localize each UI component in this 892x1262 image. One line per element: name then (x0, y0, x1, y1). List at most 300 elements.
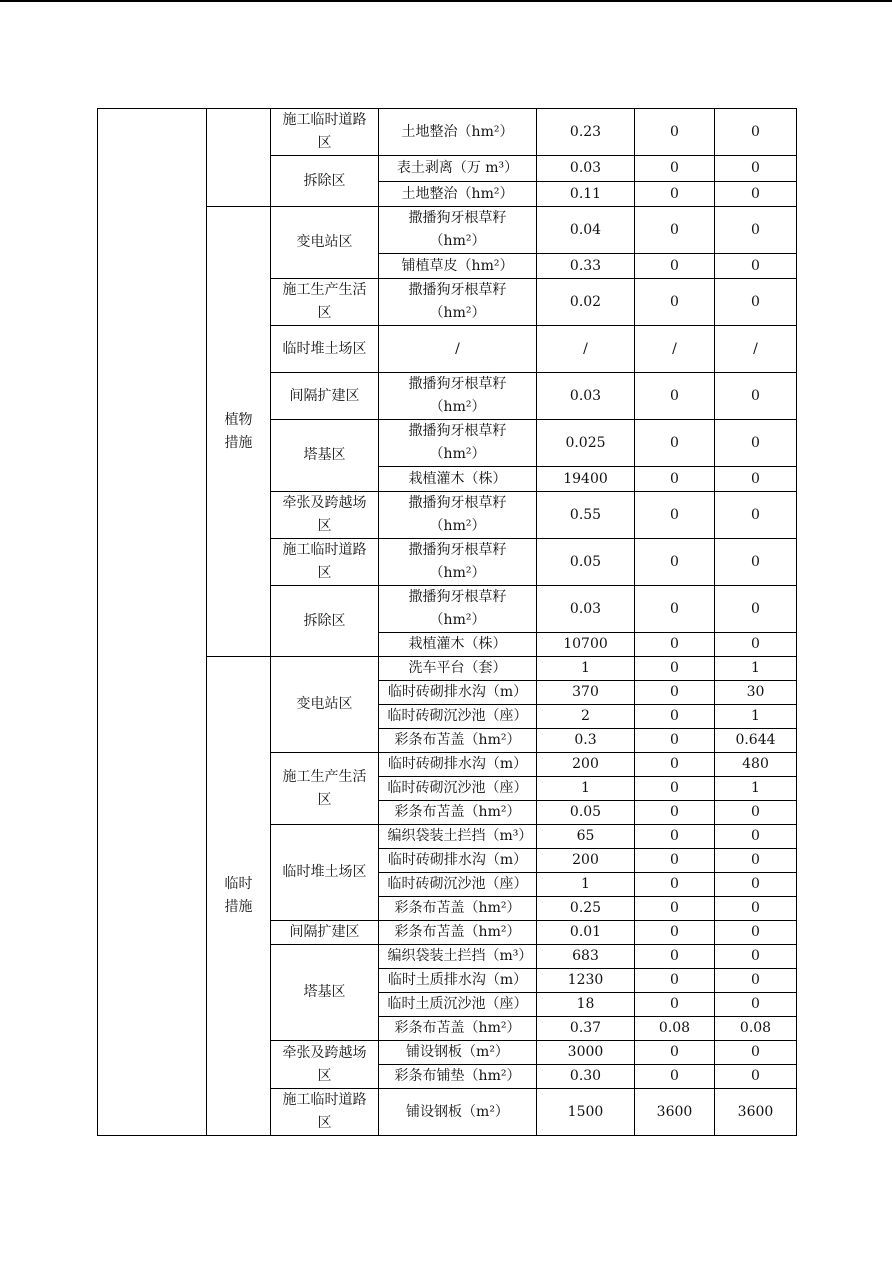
value-col-2-cell (635, 801, 715, 825)
measure-category-cell (207, 109, 271, 207)
quantity-value: 3000 (567, 1044, 604, 1060)
value-col-2-cell (635, 777, 715, 801)
measure-item-cell (379, 373, 537, 420)
measure-item: 铺植草皮（hm²） (401, 257, 514, 274)
quantity-value: 2 (581, 708, 590, 724)
quantity-value-cell (537, 777, 635, 801)
measure-item: 彩条布苫盖（hm²） (394, 900, 521, 916)
value-col-3: 1 (751, 780, 760, 796)
zone-cell (271, 945, 379, 1041)
value-col-2-cell (635, 182, 715, 207)
value-col-2-cell (635, 492, 715, 539)
measure-item: 彩条布苫盖（hm²） (394, 732, 521, 748)
value-col-3: 0 (751, 1044, 760, 1060)
value-col-2: 0.08 (658, 1020, 691, 1036)
zone-name: 施工临时道路区 (282, 112, 367, 151)
value-col-2: 0 (670, 780, 679, 796)
quantity-value-cell (537, 279, 635, 326)
value-col-2-cell (635, 109, 715, 156)
value-col-3: 1 (751, 708, 760, 724)
quantity-value-cell (537, 1017, 635, 1041)
measure-item: 表土剥离（万 m³） (396, 160, 519, 176)
page-top-rule (0, 0, 892, 2)
value-col-3-cell (715, 326, 797, 373)
value-col-2-cell (635, 657, 715, 681)
measure-item-cell (379, 182, 537, 207)
measure-item-cell (379, 1041, 537, 1065)
zone-cell (271, 279, 379, 326)
quantity-value: 0.05 (569, 804, 602, 820)
value-col-2: 0 (670, 257, 679, 274)
zone-cell (271, 921, 379, 945)
value-col-2: 0 (670, 123, 679, 140)
value-col-2-cell (635, 467, 715, 492)
measure-item: 铺设钢板（m²） (406, 1044, 509, 1060)
value-col-2: 0 (670, 506, 679, 523)
value-col-2: 0 (670, 996, 679, 1012)
value-col-3-cell (715, 109, 797, 156)
quantity-value-cell (537, 657, 635, 681)
value-col-2: 0 (670, 470, 679, 487)
zone-name: 塔基区 (303, 447, 346, 463)
measure-item: 撒播狗牙根草籽（hm²） (408, 542, 507, 581)
value-col-3-cell (715, 969, 797, 993)
zone-name: 间隔扩建区 (289, 924, 360, 940)
value-col-3-cell (715, 921, 797, 945)
value-col-3: 480 (742, 756, 769, 772)
value-col-3: 0 (751, 221, 760, 238)
measure-item: 彩条布铺垫（hm²） (394, 1068, 521, 1084)
value-col-3: 0 (751, 506, 760, 523)
measure-item: 临时砖砌沉沙池（座） (387, 708, 528, 724)
value-col-2-cell (635, 681, 715, 705)
quantity-value: 0.25 (569, 900, 602, 916)
value-col-2-cell (635, 849, 715, 873)
quantity-value: 0.03 (569, 387, 602, 404)
zone-name: 间隔扩建区 (289, 387, 360, 404)
measure-item: 撒播狗牙根草籽（hm²） (408, 210, 507, 249)
measure-item-cell (379, 539, 537, 586)
measure-item-cell (379, 1089, 537, 1136)
measure-item: 土地整治（hm²） (401, 123, 514, 140)
quantity-value: 0.025 (565, 434, 606, 451)
measure-item-cell (379, 492, 537, 539)
value-col-2: 0 (670, 756, 679, 772)
value-col-2: 0 (670, 185, 679, 202)
quantity-value: 0.03 (569, 600, 602, 617)
value-col-2-cell (635, 254, 715, 279)
quantity-value: 0.03 (569, 160, 602, 176)
quantity-value-cell (537, 373, 635, 420)
quantity-value: 10700 (563, 636, 608, 652)
value-col-3: 0.08 (739, 1020, 772, 1036)
quantity-value-cell (537, 753, 635, 777)
measure-item: 临时土质排水沟（m） (387, 972, 528, 988)
value-col-3-cell (715, 681, 797, 705)
value-col-2: 0 (670, 948, 679, 964)
value-col-3: 0 (751, 924, 760, 940)
quantity-value: 1 (581, 660, 590, 676)
measure-item-cell (379, 993, 537, 1017)
measure-item: 彩条布苫盖（hm²） (394, 924, 521, 940)
zone-name: 拆除区 (303, 172, 346, 189)
quantity-value: 0.05 (569, 553, 602, 570)
value-col-2-cell (635, 420, 715, 467)
measure-item-cell (379, 801, 537, 825)
value-col-2-cell (635, 156, 715, 182)
measure-item-cell (379, 109, 537, 156)
value-col-3-cell (715, 633, 797, 657)
measure-item: 栽植灌木（株） (408, 470, 507, 487)
quantity-value: 1230 (567, 972, 604, 988)
value-col-2: 3600 (656, 1103, 693, 1120)
value-col-3-cell (715, 207, 797, 254)
quantity-value: 0.11 (569, 185, 602, 202)
measure-item: 土地整治（hm²） (401, 185, 514, 202)
value-col-2-cell (635, 326, 715, 373)
value-col-2: 0 (670, 160, 679, 176)
value-col-3-cell (715, 945, 797, 969)
measure-category-cell (207, 657, 271, 1136)
quantity-value-cell (537, 681, 635, 705)
value-col-2-cell (635, 207, 715, 254)
value-col-2: 0 (670, 636, 679, 652)
zone-cell (271, 492, 379, 539)
measure-item: 撒播狗牙根草籽（hm²） (408, 589, 507, 628)
zone-name: 施工临时道路区 (282, 542, 367, 581)
value-col-3-cell (715, 657, 797, 681)
measure-item: 栽植灌木（株） (408, 636, 507, 652)
value-col-3-cell (715, 825, 797, 849)
quantity-value-cell (537, 254, 635, 279)
measure-item-cell (379, 849, 537, 873)
zone-cell (271, 539, 379, 586)
value-col-3: 0 (751, 804, 760, 820)
quantity-value: 0.01 (569, 924, 602, 940)
value-col-2: 0 (670, 660, 679, 676)
value-col-3: 0 (751, 636, 760, 652)
zone-cell (271, 657, 379, 753)
value-col-3-cell (715, 705, 797, 729)
measure-item-cell (379, 969, 537, 993)
value-col-3: 0 (751, 996, 760, 1012)
quantity-value: 0.3 (574, 732, 597, 748)
measure-item-cell (379, 326, 537, 373)
value-col-2-cell (635, 1017, 715, 1041)
quantity-value-cell (537, 897, 635, 921)
zone-name: 施工临时道路区 (282, 1092, 367, 1131)
quantity-value-cell (537, 873, 635, 897)
quantity-value-cell (537, 539, 635, 586)
zone-name: 拆除区 (303, 612, 346, 629)
value-col-2: 0 (670, 900, 679, 916)
zone-cell (271, 156, 379, 207)
value-col-2: 0 (670, 600, 679, 617)
value-col-2: / (672, 340, 677, 357)
value-col-2: 0 (670, 924, 679, 940)
quantity-value-cell (537, 1065, 635, 1089)
value-col-2: 0 (670, 1044, 679, 1060)
zone-name: 牵张及跨越场区 (282, 495, 367, 534)
measure-item: 编织袋装土拦挡（m³） (387, 828, 533, 844)
quantity-value-cell (537, 849, 635, 873)
value-col-2-cell (635, 945, 715, 969)
measure-category-cell (207, 207, 271, 657)
value-col-3-cell (715, 182, 797, 207)
zone-name: 施工生产生活区 (282, 768, 367, 808)
value-col-3-cell (715, 1089, 797, 1136)
value-col-3-cell (715, 373, 797, 420)
value-col-2-cell (635, 873, 715, 897)
zone-name: 施工生产生活区 (282, 282, 367, 321)
measure-item: 临时砖砌排水沟（m） (387, 684, 528, 700)
value-col-2-cell (635, 586, 715, 633)
value-col-3: 0 (751, 293, 760, 310)
measure-item-cell (379, 1065, 537, 1089)
measure-item-cell (379, 420, 537, 467)
value-col-2: 0 (670, 1068, 679, 1084)
measure-item-cell (379, 657, 537, 681)
measure-item-cell (379, 825, 537, 849)
value-col-3: 0 (751, 185, 760, 202)
value-col-2-cell (635, 1089, 715, 1136)
value-col-2-cell (635, 969, 715, 993)
quantity-value-cell (537, 825, 635, 849)
zone-cell (271, 1041, 379, 1089)
value-col-3: 0 (751, 553, 760, 570)
measure-item-cell (379, 921, 537, 945)
value-col-2-cell (635, 825, 715, 849)
measure-item: 铺设钢板（m²） (406, 1103, 509, 1120)
zone-cell (271, 109, 379, 156)
value-col-2-cell (635, 921, 715, 945)
value-col-3-cell (715, 849, 797, 873)
quantity-value: 0.23 (569, 123, 602, 140)
zone-name: 临时堆土场区 (282, 340, 367, 357)
zone-cell (271, 586, 379, 657)
measure-item: 临时砖砌沉沙池（座） (387, 780, 528, 796)
value-col-3: 0.644 (735, 732, 776, 748)
zone-name: 变电站区 (296, 234, 353, 250)
value-col-3-cell (715, 729, 797, 753)
zone-name: 塔基区 (303, 984, 346, 1000)
quantity-value-cell (537, 969, 635, 993)
quantity-value-cell (537, 921, 635, 945)
measure-item-cell (379, 873, 537, 897)
measure-item: 临时砖砌排水沟（m） (387, 852, 528, 868)
value-col-2: 0 (670, 434, 679, 451)
quantity-value-cell (537, 109, 635, 156)
table-body (98, 109, 797, 1136)
measure-item: 撒播狗牙根草籽（hm²） (408, 495, 507, 534)
measure-item-cell (379, 279, 537, 326)
measure-item: 彩条布苫盖（hm²） (394, 1020, 521, 1036)
value-col-3: 0 (751, 948, 760, 964)
quantity-value-cell (537, 156, 635, 182)
measure-item-cell (379, 729, 537, 753)
measure-item: 临时土质沉沙池（座） (387, 996, 528, 1012)
value-col-3: 30 (746, 684, 765, 700)
measure-item: 编织袋装土拦挡（m³） (387, 948, 533, 964)
quantity-value: 1 (581, 876, 590, 892)
quantity-value-cell (537, 467, 635, 492)
value-col-2-cell (635, 373, 715, 420)
value-col-3: 0 (751, 257, 760, 274)
measure-item-cell (379, 897, 537, 921)
value-col-2: 0 (670, 876, 679, 892)
measure-item: / (455, 340, 460, 357)
zone-cell (271, 207, 379, 279)
measures-table (97, 108, 797, 1136)
value-col-3: 0 (751, 434, 760, 451)
value-col-3: 0 (751, 852, 760, 868)
value-col-3-cell (715, 539, 797, 586)
measure-item-cell (379, 254, 537, 279)
value-col-3: 0 (751, 160, 760, 176)
measure-item-cell (379, 777, 537, 801)
zone-cell (271, 825, 379, 921)
measure-item: 临时砖砌沉沙池（座） (387, 876, 528, 892)
value-col-3-cell (715, 1017, 797, 1041)
value-col-2-cell (635, 897, 715, 921)
value-col-3-cell (715, 1065, 797, 1089)
quantity-value: 19400 (563, 470, 608, 487)
quantity-value-cell (537, 1041, 635, 1065)
measure-item: 彩条布苫盖（hm²） (394, 804, 521, 820)
value-col-2: 0 (670, 293, 679, 310)
value-col-2-cell (635, 633, 715, 657)
measure-item: 撒播狗牙根草籽（hm²） (408, 376, 507, 415)
quantity-value-cell (537, 993, 635, 1017)
quantity-value: 0.55 (569, 506, 602, 523)
quantity-value: 200 (572, 756, 599, 772)
value-col-2-cell (635, 705, 715, 729)
measure-item-cell (379, 705, 537, 729)
measure-item: 临时砖砌排水沟（m） (387, 756, 528, 772)
value-col-3: 0 (751, 876, 760, 892)
measure-item-cell (379, 586, 537, 633)
zone-cell (271, 420, 379, 492)
quantity-value-cell (537, 801, 635, 825)
quantity-value: 0.33 (569, 257, 602, 274)
measure-item-cell (379, 1017, 537, 1041)
value-col-2-cell (635, 279, 715, 326)
quantity-value: 0.37 (569, 1020, 602, 1036)
quantity-value-cell (537, 492, 635, 539)
measure-item-cell (379, 681, 537, 705)
zone-name: 临时堆土场区 (282, 864, 367, 880)
zone-name: 变电站区 (296, 696, 353, 712)
value-col-2-cell (635, 993, 715, 1017)
value-col-3: 0 (751, 600, 760, 617)
quantity-value-cell (537, 207, 635, 254)
value-col-2: 0 (670, 221, 679, 238)
measure-category: 植物措施 (224, 411, 253, 451)
measure-item: 洗车平台（套） (408, 660, 507, 676)
quantity-value: 1 (581, 780, 590, 796)
measure-item-cell (379, 753, 537, 777)
value-col-3: 0 (751, 470, 760, 487)
value-col-2: 0 (670, 852, 679, 868)
quantity-value: 0.04 (569, 221, 602, 238)
value-col-3-cell (715, 586, 797, 633)
quantity-value-cell (537, 705, 635, 729)
measure-item-cell (379, 945, 537, 969)
value-col-3-cell (715, 897, 797, 921)
measure-item-cell (379, 467, 537, 492)
value-col-2: 0 (670, 387, 679, 404)
quantity-value-cell (537, 633, 635, 657)
value-col-2: 0 (670, 553, 679, 570)
zone-cell (271, 326, 379, 373)
quantity-value: 200 (572, 852, 599, 868)
measure-category: 临时措施 (224, 876, 253, 915)
quantity-value-cell (537, 945, 635, 969)
zone-cell (271, 753, 379, 825)
value-col-3-cell (715, 279, 797, 326)
measure-item: 撒播狗牙根草籽（hm²） (408, 282, 507, 321)
value-col-3-cell (715, 492, 797, 539)
quantity-value: 370 (572, 684, 599, 700)
value-col-3: 1 (751, 660, 760, 676)
value-col-2-cell (635, 729, 715, 753)
quantity-value-cell (537, 326, 635, 373)
quantity-value: 683 (572, 948, 599, 964)
value-col-2: 0 (670, 804, 679, 820)
value-col-3: 0 (751, 900, 760, 916)
value-col-3-cell (715, 156, 797, 182)
value-col-3: 0 (751, 387, 760, 404)
value-col-2-cell (635, 1065, 715, 1089)
value-col-3-cell (715, 801, 797, 825)
value-col-3-cell (715, 993, 797, 1017)
value-col-2: 0 (670, 732, 679, 748)
value-col-3: 0 (751, 123, 760, 140)
value-col-2-cell (635, 539, 715, 586)
value-col-3: 0 (751, 828, 760, 844)
zone-cell (271, 373, 379, 420)
value-col-3-cell (715, 1041, 797, 1065)
value-col-3-cell (715, 873, 797, 897)
quantity-value: 0.30 (569, 1068, 602, 1084)
quantity-value: 65 (576, 828, 595, 844)
quantity-value: 18 (576, 996, 595, 1012)
value-col-2-cell (635, 753, 715, 777)
quantity-value-cell (537, 420, 635, 467)
quantity-value-cell (537, 1089, 635, 1136)
value-col-3: / (753, 340, 758, 357)
measure-item: 撒播狗牙根草籽（hm²） (408, 423, 507, 462)
value-col-3-cell (715, 753, 797, 777)
value-col-2-cell (635, 1041, 715, 1065)
value-col-3: 3600 (737, 1103, 774, 1120)
value-col-2: 0 (670, 684, 679, 700)
quantity-value: 1500 (567, 1103, 604, 1120)
zone-name: 牵张及跨越场区 (282, 1044, 367, 1084)
table-row (98, 109, 797, 156)
measure-item-cell (379, 156, 537, 182)
value-col-2: 0 (670, 828, 679, 844)
measure-item-cell (379, 633, 537, 657)
value-col-2: 0 (670, 708, 679, 724)
leading-blank-cell (98, 109, 207, 1136)
value-col-3-cell (715, 777, 797, 801)
value-col-3: 0 (751, 1068, 760, 1084)
value-col-3-cell (715, 420, 797, 467)
quantity-value: 0.02 (569, 293, 602, 310)
quantity-value: / (583, 340, 588, 357)
quantity-value-cell (537, 586, 635, 633)
